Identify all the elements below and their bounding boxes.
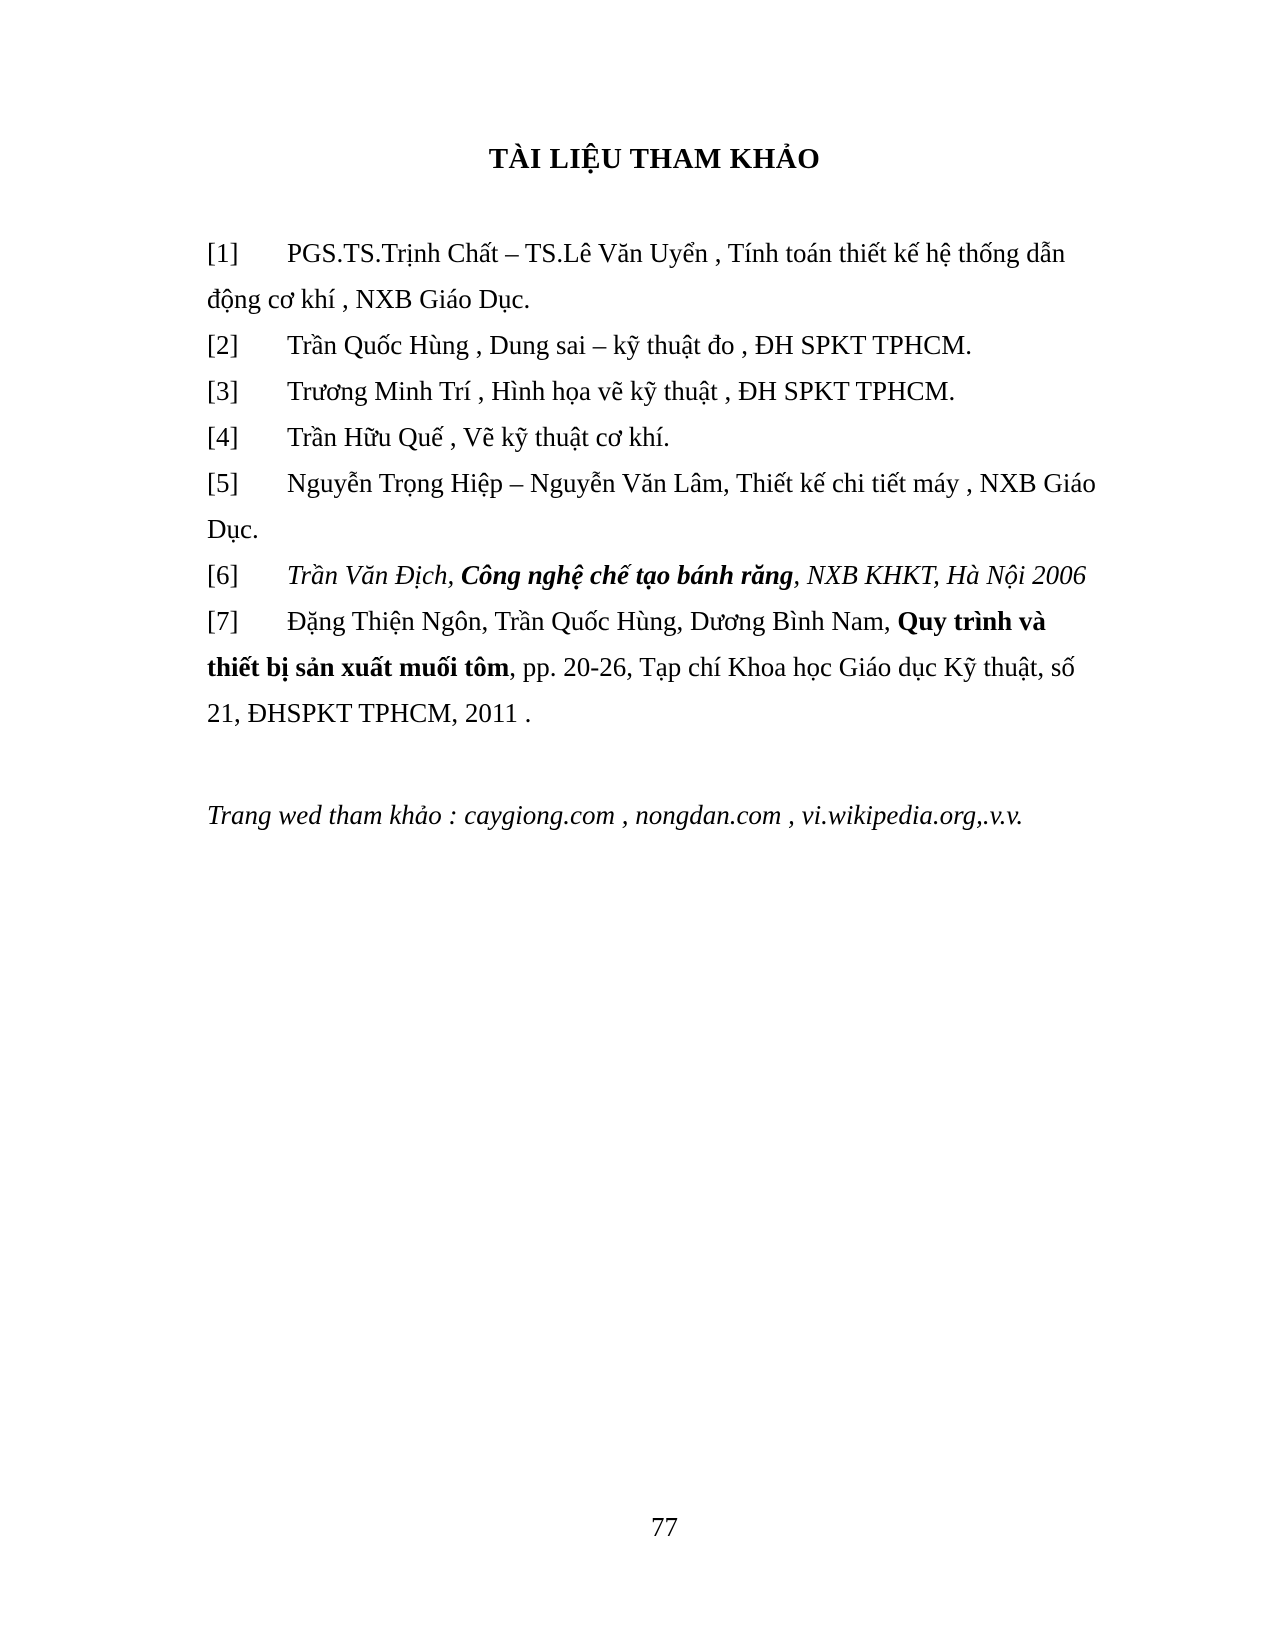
reference-text: Trần Quốc Hùng , Dung sai – kỹ thuật đo , ĐH SPKT TPHCM. xyxy=(287,330,973,360)
reference-number: [7] xyxy=(207,606,239,636)
reference-item xyxy=(207,322,1102,368)
reference-text: Trần Hữu Quế , Vẽ kỹ thuật cơ khí. xyxy=(287,422,670,452)
reference-number: [1] xyxy=(207,238,239,268)
reference-text: , pp. 20-26, Tạp chí Khoa học Giáo dục Kỹ thuật, số 21, ĐHSPKT TPHCM, 2011 . xyxy=(207,652,1075,728)
reference-text: Quy trình và thiết bị sản xuất muối tôm xyxy=(207,606,1046,682)
reference-item xyxy=(207,230,1102,322)
reference-number: [5] xyxy=(207,468,239,498)
references-list xyxy=(207,230,1102,736)
reference-text: Nguyễn Trọng Hiệp – Nguyễn Văn Lâm, Thiết kế chi tiết máy , NXB Giáo Dục. xyxy=(207,468,1096,544)
reference-item xyxy=(207,460,1102,552)
page-number: 77 xyxy=(651,1512,678,1542)
reference-item xyxy=(207,368,1102,414)
web-reference-note: Trang wed tham khảo : caygiong.com , nongdan.com , vi.wikipedia.org,.v.v. xyxy=(207,800,1024,830)
reference-item xyxy=(207,552,1102,598)
reference-item xyxy=(207,598,1102,736)
reference-text: Công nghệ chế tạo bánh răng xyxy=(461,560,794,590)
page-title: TÀI LIỆU THAM KHẢO xyxy=(488,143,821,175)
reference-number: [4] xyxy=(207,422,239,452)
reference-number: [6] xyxy=(207,560,239,590)
page-content xyxy=(207,136,1102,838)
reference-text: PGS.TS.Trịnh Chất – TS.Lê Văn Uyển , Tính toán thiết kế hệ thống dẫn động cơ khí , NXB Giáo Dục. xyxy=(207,238,1066,314)
reference-text: , NXB KHKT, Hà Nội 2006 xyxy=(793,560,1087,590)
reference-item xyxy=(207,414,1102,460)
reference-text: Trần Văn Địch, xyxy=(287,560,462,590)
reference-text: Trương Minh Trí , Hình họa vẽ kỹ thuật , ĐH SPKT TPHCM. xyxy=(287,376,956,406)
reference-number: [3] xyxy=(207,376,239,406)
reference-number: [2] xyxy=(207,330,239,360)
reference-text: Đặng Thiện Ngôn, Trần Quốc Hùng, Dương Bình Nam, xyxy=(287,606,898,636)
